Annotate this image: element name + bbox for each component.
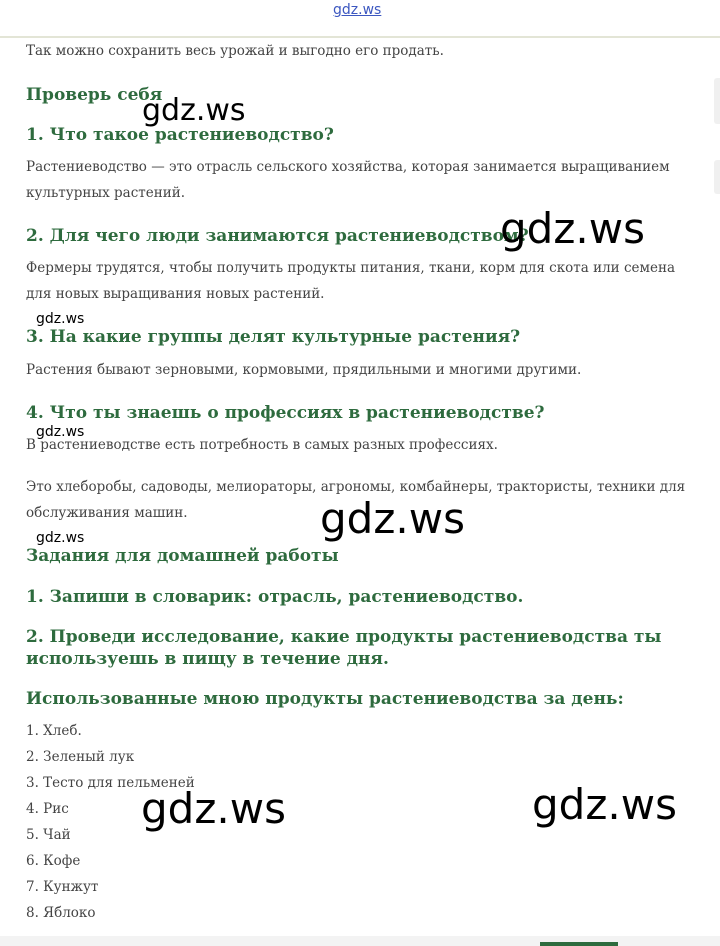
task-heading: 1. Запиши в словарик: отрасль, растениеводство. bbox=[26, 587, 524, 607]
question-heading: 1. Что такое растениеводство? bbox=[26, 125, 334, 145]
homework-heading: Задания для домашней работы bbox=[26, 546, 339, 566]
bottom-accent-bar[interactable] bbox=[540, 942, 618, 946]
product-list-item: 6. Кофе bbox=[26, 853, 81, 869]
question-heading: 4. Что ты знаешь о профессиях в растениеводстве? bbox=[26, 403, 545, 423]
side-tab[interactable] bbox=[714, 78, 720, 124]
answer-paragraph: В растениеводстве есть потребность в самых разных профессиях. bbox=[26, 437, 498, 453]
watermark: gdz.ws bbox=[141, 784, 286, 833]
check-yourself-heading: Проверь себя bbox=[26, 85, 163, 105]
watermark: gdz.ws bbox=[36, 311, 85, 327]
products-heading: Использованные мною продукты растениеводства за день: bbox=[26, 689, 624, 709]
site-logo-link[interactable]: gdz.ws bbox=[333, 2, 382, 18]
answer-paragraph: Растениеводство — это отрасль сельского хозяйства, которая занимается выращиванием культурных растений. bbox=[26, 159, 670, 201]
watermark: gdz.ws bbox=[36, 530, 85, 546]
top-bar bbox=[0, 0, 720, 38]
intro-paragraph: Так можно сохранить весь урожай и выгодно его продать. bbox=[26, 43, 444, 59]
product-list-item: 5. Чай bbox=[26, 827, 71, 843]
watermark: gdz.ws bbox=[500, 204, 645, 253]
product-list-item: 2. Зеленый лук bbox=[26, 749, 135, 765]
watermark: gdz.ws bbox=[532, 780, 677, 829]
answer-paragraph: Фермеры трудятся, чтобы получить продукты питания, ткани, корм для скота или семена для новых выращивания новых растений. bbox=[26, 260, 676, 302]
answer-paragraph: Растения бывают зерновыми, кормовыми, прядильными и многими другими. bbox=[26, 362, 582, 378]
question-heading: 2. Для чего люди занимаются растениеводством? bbox=[26, 226, 529, 246]
product-list-item: 3. Тесто для пельменей bbox=[26, 775, 195, 791]
product-list-item: 7. Кунжут bbox=[26, 879, 99, 895]
task-heading: 2. Проведи исследование, какие продукты растениеводства ты используешь в пищу в течение дня. bbox=[26, 627, 662, 669]
product-list-item: 8. Яблоко bbox=[26, 905, 96, 921]
product-list-item: 4. Рис bbox=[26, 801, 69, 817]
answer-paragraph: Это хлеборобы, садоводы, мелиораторы, агрономы, комбайнеры, трактористы, техники для обслуживания машин. bbox=[26, 479, 686, 521]
product-list-item: 1. Хлеб. bbox=[26, 723, 82, 739]
watermark: gdz.ws bbox=[36, 424, 85, 440]
watermark: gdz.ws bbox=[142, 93, 246, 128]
watermark: gdz.ws bbox=[320, 494, 465, 543]
side-tab[interactable] bbox=[714, 160, 720, 194]
question-heading: 3. На какие группы делят культурные растения? bbox=[26, 327, 521, 347]
